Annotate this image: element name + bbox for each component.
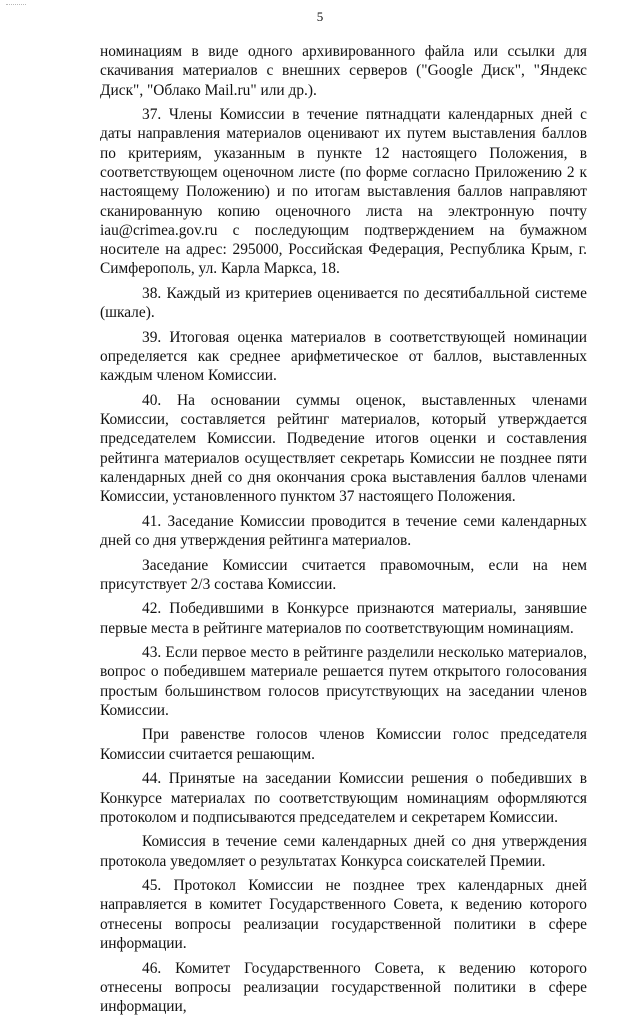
paragraph-42: 42. Победившими в Конкурсе признаются материалы, занявшие первые места в рейтинге материалов по соответствующим номинациям. (100, 600, 587, 637)
document-body (100, 42, 587, 1022)
paragraph-41-quorum: Заседание Комиссии считается правомочным, если на нем присутствует 2/3 состава Комиссии. (100, 556, 587, 593)
paragraph-41: 41. Заседание Комиссии проводится в течение семи календарных дней со дня утверждения рейтинга материалов. (100, 512, 587, 550)
paragraph-39: 39. Итоговая оценка материалов в соответствующей номинации определяется как среднее арифметическое от баллов, выставленных каждым членом Комиссии. (100, 328, 587, 385)
paragraph-40: 40. На основании суммы оценок, выставленных членами Комиссии, составляется рейтинг материалов, который утверждается председателем Комиссии. Подведение итогов оценки и составления рейтинга материалов осуществляет секретарь Комиссии не позднее пяти календарных дней со дня окончания срока выставления баллов членами Комиссии, установленного пунктом 37 настоящего Положения. (100, 391, 587, 506)
scan-artifact (6, 4, 26, 7)
paragraph-44-notification: Комиссия в течение семи календарных дней со дня утверждения протокола уведомляет о результатах Конкурса соискателей Премии. (100, 833, 587, 870)
paragraph-43-tie-rule: При равенстве голосов членов Комиссии голос председателя Комиссии считается решающим. (100, 726, 587, 763)
paragraph-38: 38. Каждый из критериев оценивается по десятибалльной системе (шкале). (100, 284, 587, 322)
paragraph-37: 37. Члены Комиссии в течение пятнадцати календарных дней с даты направления материалов оценивают их путем выставления баллов по критериям, указанным в пункте 12 настоящего Положения, в соответствующем оценочном листе (по форме согласно Приложению 2 к настоящему Положению) и по итогам выставления баллов направляют сканированную копию оценочного листа на электронную почту iau@crimea.gov.ru с последующим подтверждением на бумажном носителе на адрес: 295000, Российская Федерация, Республика Крым, г. Симферополь, ул. Карла Маркса, 18. (100, 106, 587, 278)
paragraph-46: 46. Комитет Государственного Совета, к ведению которого отнесены вопросы реализации государственной политики в сфере информации, (100, 959, 587, 1016)
paragraph-continuation: номинациям в виде одного архивированного файла или ссылки для скачивания материалов с внешних серверов ("Google Диск", "Яндекс Диск", "Облако Mail.ru" или др.). (100, 43, 587, 99)
paragraph-43: 43. Если первое место в рейтинге разделили несколько материалов, вопрос о победившем материале решается путем открытого голосования простым большинством голосов присутствующих на заседании членов Комиссии. (100, 644, 587, 719)
paragraph-45: 45. Протокол Комиссии не позднее трех календарных дней направляется в комитет Государственного Совета, к ведению которого отнесены вопросы реализации государственной политики в сфере информации. (100, 877, 587, 953)
page-number: 5 (316, 9, 324, 24)
paragraph-44: 44. Принятые на заседании Комиссии решения о победивших в Конкурсе материалах по соответствующим номинациям оформляются протоколом и подписываются председателем и секретарем Комиссии. (100, 770, 587, 826)
